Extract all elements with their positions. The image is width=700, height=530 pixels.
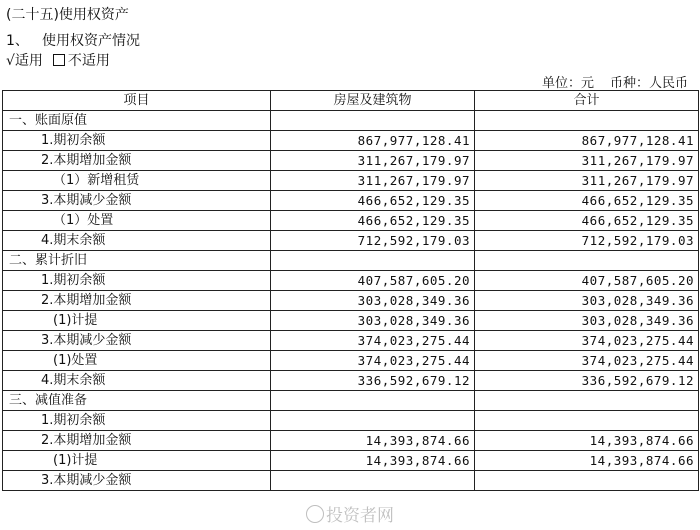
total-value: 466,652,129.35	[475, 191, 699, 211]
buildings-value: 14,393,874.66	[271, 451, 475, 471]
total-value: 867,977,128.41	[475, 131, 699, 151]
table-header-row	[3, 91, 699, 111]
row-label: (1)计提	[3, 451, 271, 471]
row-label: 2.本期增加金额	[3, 431, 271, 451]
column-header-item: 项目	[3, 91, 271, 111]
table-row	[3, 451, 699, 471]
buildings-value: 466,652,129.35	[271, 211, 475, 231]
subsection-title	[6, 30, 140, 50]
table-row	[3, 211, 699, 231]
table-row	[3, 411, 699, 431]
section-title-text: (二十五)使用权资产	[6, 7, 129, 23]
row-label: 4.期末余额	[3, 371, 271, 391]
total-value: 712,592,179.03	[475, 231, 699, 251]
total-value: 466,652,129.35	[475, 211, 699, 231]
total-value: 374,023,275.44	[475, 351, 699, 371]
table-row	[3, 351, 699, 371]
row-label: (1)计提	[3, 311, 271, 331]
column-header-buildings: 房屋及建筑物	[271, 91, 475, 111]
total-value	[475, 251, 699, 271]
buildings-value	[271, 111, 475, 131]
total-value	[475, 391, 699, 411]
table-row	[3, 371, 699, 391]
row-label: 一、账面原值	[3, 111, 271, 131]
applicability-options	[6, 50, 110, 70]
section-title	[6, 4, 129, 24]
buildings-value	[271, 471, 475, 491]
weibo-logo-icon	[306, 505, 324, 523]
buildings-value: 466,652,129.35	[271, 191, 475, 211]
unit-currency-line	[542, 72, 688, 91]
buildings-value: 712,592,179.03	[271, 231, 475, 251]
buildings-value	[271, 251, 475, 271]
table-row	[3, 131, 699, 151]
buildings-value: 303,028,349.36	[271, 291, 475, 311]
check-mark-icon: √	[6, 53, 15, 69]
not-applicable-label: 不适用	[67, 53, 110, 69]
table-row	[3, 331, 699, 351]
buildings-value: 336,592,679.12	[271, 371, 475, 391]
row-label: 1.期初余额	[3, 131, 271, 151]
total-value: 311,267,179.97	[475, 171, 699, 191]
table-row	[3, 251, 699, 271]
table-row	[3, 431, 699, 451]
table-row	[3, 291, 699, 311]
row-label: 3.本期减少金额	[3, 191, 271, 211]
subsection-title-text: 使用权资产情况	[42, 33, 140, 49]
buildings-value: 374,023,275.44	[271, 331, 475, 351]
total-value: 311,267,179.97	[475, 151, 699, 171]
row-label: 2.本期增加金额	[3, 291, 271, 311]
buildings-value: 14,393,874.66	[271, 431, 475, 451]
buildings-value: 374,023,275.44	[271, 351, 475, 371]
row-label: 4.期末余额	[3, 231, 271, 251]
applicable-label: 适用	[14, 53, 43, 69]
total-value: 374,023,275.44	[475, 331, 699, 351]
watermark-text: 投资者网	[326, 506, 394, 526]
row-label: 1.期初余额	[3, 271, 271, 291]
buildings-value	[271, 391, 475, 411]
total-value	[475, 471, 699, 491]
buildings-value: 303,028,349.36	[271, 311, 475, 331]
table-row	[3, 151, 699, 171]
buildings-value: 867,977,128.41	[271, 131, 475, 151]
buildings-value: 311,267,179.97	[271, 171, 475, 191]
table-row	[3, 171, 699, 191]
total-value	[475, 411, 699, 431]
row-label: （1）处置	[3, 211, 271, 231]
row-label: （1）新增租赁	[3, 171, 271, 191]
total-value	[475, 111, 699, 131]
total-value: 303,028,349.36	[475, 291, 699, 311]
row-label: 2.本期增加金额	[3, 151, 271, 171]
table-body	[3, 111, 699, 491]
row-label: 1.期初余额	[3, 411, 271, 431]
total-value: 407,587,605.20	[475, 271, 699, 291]
row-label: (1)处置	[3, 351, 271, 371]
right-of-use-assets-table	[2, 90, 699, 491]
row-label: 3.本期减少金额	[3, 471, 271, 491]
table-row	[3, 311, 699, 331]
table-row	[3, 271, 699, 291]
row-label: 3.本期减少金额	[3, 331, 271, 351]
empty-checkbox-icon	[53, 54, 65, 66]
total-value: 14,393,874.66	[475, 451, 699, 471]
row-label: 三、减值准备	[3, 391, 271, 411]
table-row	[3, 391, 699, 411]
table-row	[3, 471, 699, 491]
watermark	[306, 501, 394, 526]
currency-label: 币种：人民币	[609, 76, 688, 91]
total-value: 14,393,874.66	[475, 431, 699, 451]
unit-label: 单位：元	[541, 76, 594, 91]
buildings-value: 311,267,179.97	[271, 151, 475, 171]
table-row	[3, 231, 699, 251]
total-value: 336,592,679.12	[475, 371, 699, 391]
row-label: 二、累计折旧	[3, 251, 271, 271]
total-value: 303,028,349.36	[475, 311, 699, 331]
buildings-value: 407,587,605.20	[271, 271, 475, 291]
column-header-total: 合计	[475, 91, 699, 111]
subsection-number: 1、	[6, 33, 29, 49]
buildings-value	[271, 411, 475, 431]
table-row	[3, 111, 699, 131]
table-row	[3, 191, 699, 211]
